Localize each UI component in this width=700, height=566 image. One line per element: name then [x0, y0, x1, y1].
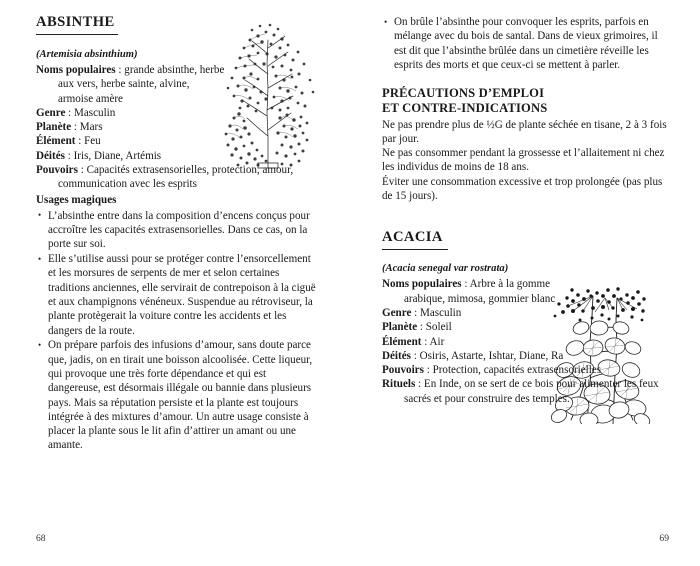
- attribute-separator: :: [75, 135, 85, 148]
- attribute-value: Capacités extrasensorielles, protection, amour, communication avec les esprits: [58, 164, 294, 191]
- attribute-pouvoirs: [36, 163, 318, 192]
- attribute-value: Osiris, Astarte, Ishtar, Diane, Ra: [419, 349, 564, 362]
- attribute-separator: :: [411, 306, 421, 319]
- attribute-genre: [36, 106, 318, 120]
- right-column: [382, 15, 670, 406]
- attribute-value: En Inde, on se sert de ce bois pour alimenter les feux sacrés et pour construire des temples.: [404, 378, 659, 405]
- page-number-right: 69: [659, 533, 669, 544]
- precaution-paragraph: Ne pas prendre plus de ½G de plante séchée en tisane, 2 à 3 fois par jour.: [382, 118, 667, 145]
- attribute-value: Soleil: [425, 321, 452, 334]
- title-rule: [382, 249, 448, 250]
- precautions-heading-line2: ET CONTRE-INDICATIONS: [382, 101, 548, 116]
- usages-magiques-heading: Usages magiques: [36, 193, 117, 206]
- attribute-value: Iris, Diane, Artémis: [73, 149, 162, 162]
- attribute-separator: :: [64, 149, 74, 162]
- usages-magiques-continued: [382, 15, 670, 72]
- attribute-label: Élément: [36, 135, 76, 148]
- attribute-label: Planète: [382, 321, 418, 334]
- attribute-planete: [382, 320, 564, 334]
- precautions-heading: [382, 86, 670, 116]
- attribute-separator: :: [410, 349, 420, 362]
- page-title: ACACIA: [382, 229, 443, 246]
- attribute-rituels: [382, 377, 670, 406]
- attribute-label: Genre: [36, 106, 66, 119]
- attribute-separator: :: [417, 321, 426, 334]
- attribute-genre: [382, 306, 564, 320]
- attribute-label: Pouvoirs: [382, 364, 424, 377]
- list-item: • L’absinthe entre dans la composition d’encens conçus pour accroître les capacités extrasensorielles. Dans ce cas, on la porte sur soi.: [36, 209, 318, 252]
- attribute-noms-populaires: [36, 63, 226, 106]
- attribute-pouvoirs: [382, 363, 670, 377]
- precaution-paragraph: Éviter une consommation excessive et trop prolongée (pas plus de 15 jours).: [382, 175, 663, 203]
- latin-name: (Acacia senegal var rostrata): [382, 263, 509, 275]
- attribute-value: Mars: [79, 121, 103, 134]
- attribute-label: Élément: [382, 335, 422, 348]
- attribute-separator: :: [415, 378, 424, 391]
- attribute-separator: :: [77, 164, 87, 177]
- page-number-left: 68: [36, 533, 46, 544]
- attribute-separator: :: [65, 106, 75, 119]
- attribute-label: Déités: [36, 149, 65, 162]
- attribute-label: Noms populaires: [36, 64, 116, 76]
- attribute-value: Masculin: [420, 306, 462, 319]
- acacia-identity-block: [382, 262, 564, 363]
- attribute-label: Noms populaires: [382, 278, 462, 291]
- attribute-separator: :: [423, 364, 433, 377]
- page-title: ABSINTHE: [36, 14, 115, 30]
- attribute-value: Masculin: [74, 106, 116, 119]
- attribute-value: Protection, capacités extrasensorielles: [432, 364, 602, 377]
- left-column: [36, 14, 318, 453]
- attribute-separator: :: [71, 121, 80, 134]
- attribute-value: grande absinthe, herbe aux vers, herbe sainte, alvine, armoise amère: [58, 64, 225, 105]
- usages-magiques-list: [36, 209, 318, 453]
- absinthe-identity-block: [36, 48, 226, 106]
- attribute-deites: [382, 349, 564, 363]
- attribute-value: Feu: [84, 135, 101, 148]
- attribute-element: [36, 134, 318, 148]
- title-rule: [36, 34, 118, 35]
- attribute-value: Arbre à la gomme arabique, mimosa, gommier blanc: [404, 278, 556, 305]
- latin-name: (Artemisia absinthium): [36, 49, 138, 60]
- attribute-label: Genre: [382, 306, 412, 319]
- right-page: [350, 0, 700, 566]
- list-item: • On prépare parfois des infusions d’amour, sans doute parce que, jadis, on en tirait une boisson alcoolisée. Cette liqueur, qui provoque une très forte dépendance et qui est dangereuse, est désormais illégale ou bannie dans plusieurs pays. Mais sa réputation persiste et la plante est toujours intégrée à des mixtures d’amour. Un autre usage consiste à placer la plante sous le lit afin d’attirer un amant ou une amante.: [36, 338, 318, 452]
- list-item: • On brûle l’absinthe pour convoquer les esprits, parfois en mélange avec du bois de santal. Dans de vieux grimoires, il est dit que l’absinthe brûlée dans un cimetière réveille les esprits des morts et que ceux-ci se mettent à parler.: [382, 15, 670, 72]
- attribute-label: Déités: [382, 349, 411, 362]
- list-item: • Elle s’utilise aussi pour se protéger contre l’ensorcellement et les morsures de serpents de mer et selon certaines traditions anciennes, elle servirait de contrepoison à la ciguë et aux champignons vénéneux. Suspendue au rétroviseur, la plante protègerait la voiture contre les accidents et les dangers de la route.: [36, 252, 318, 338]
- attribute-separator: :: [421, 335, 430, 348]
- attribute-label: Pouvoirs: [36, 164, 78, 177]
- attribute-deites: [36, 149, 318, 163]
- precautions-heading-line1: PRÉCAUTIONS D’EMPLOI: [382, 86, 545, 101]
- attribute-label: Planète: [36, 121, 72, 134]
- attribute-separator: :: [461, 278, 470, 291]
- attribute-noms-populaires: [382, 277, 564, 306]
- precaution-paragraph: Ne pas consommer pendant la grossesse et l’allaitement ni chez les individus de moins de 18 ans.: [382, 147, 665, 174]
- attribute-value: Air: [429, 335, 445, 348]
- attribute-element: [382, 335, 564, 349]
- attribute-planete: [36, 120, 318, 134]
- attribute-separator: :: [115, 64, 125, 76]
- attribute-label: Rituels: [382, 378, 416, 391]
